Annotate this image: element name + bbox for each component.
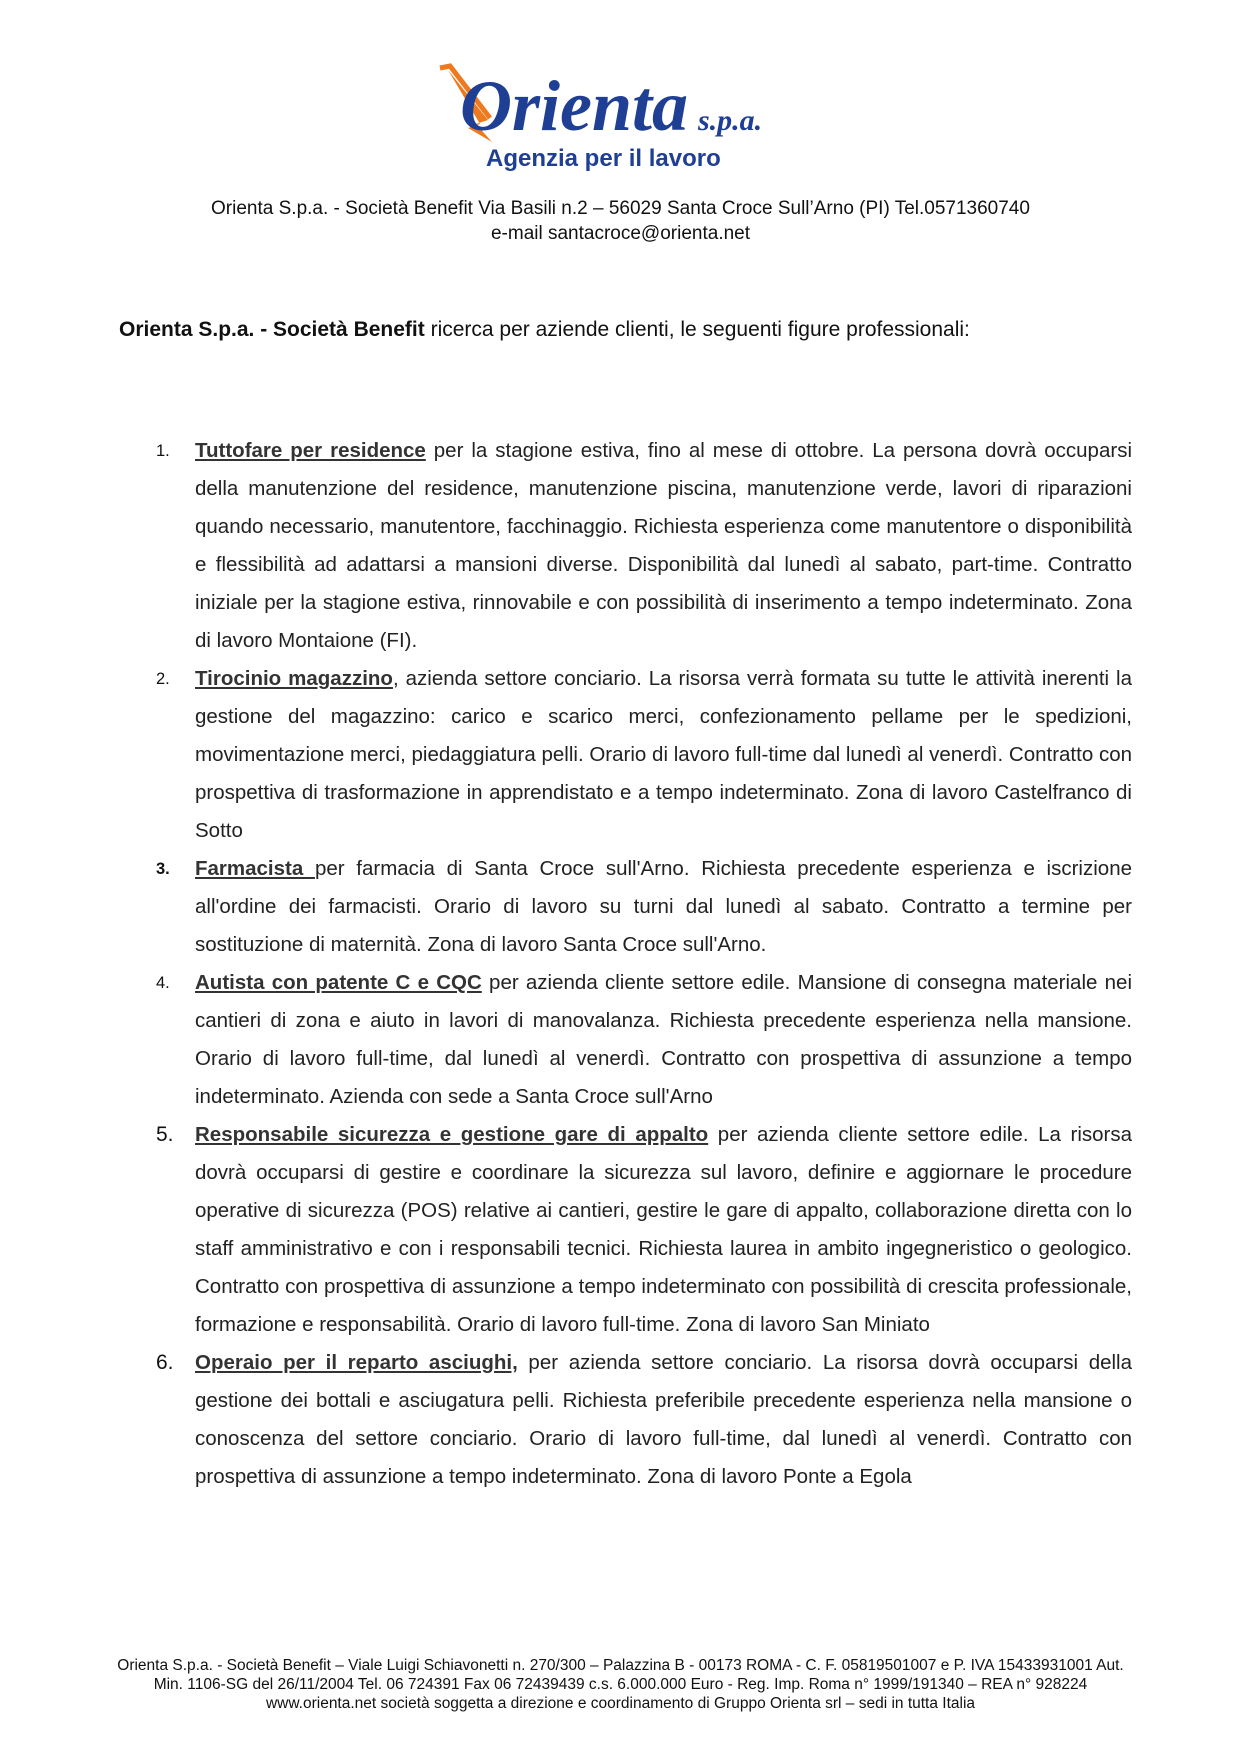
job-title: Responsabile sicurezza e gestione gare di appalto	[195, 1123, 709, 1146]
job-description: per farmacia di Santa Croce sull'Arno. Richiesta precedente esperienza e iscrizione all'ordine dei farmacisti. Orario di lavoro su turni dal lunedì al sabato. Contratto a termine per sostituzione di maternità. Zona di lavoro Santa Croce sull'Arno.	[195, 857, 1132, 956]
job-item-6	[138, 1344, 1132, 1496]
job-number: 1.	[156, 442, 170, 460]
job-title: Tirocinio magazzino	[195, 667, 393, 690]
header-address-line: Orienta S.p.a. - Società Benefit Via Basili n.2 – 56029 Santa Croce Sull’Arno (PI) Tel.0571360740	[211, 198, 1030, 219]
legal-footer	[0, 1656, 1241, 1713]
job-number: 3.	[156, 860, 170, 878]
orienta-logo-graphic	[430, 58, 820, 173]
intro-company-name: Orienta S.p.a. - Società Benefit	[119, 318, 425, 341]
job-item-3	[138, 850, 1132, 964]
job-list	[138, 432, 1132, 1496]
footer-line-2: Min. 1106-SG del 26/11/2004 Tel. 06 724391 Fax 06 72439439 c.s. 6.000.000 Euro - Reg. Imp. Roma n° 1999/191340 – REA n° 928224	[153, 1676, 1088, 1693]
job-title: Farmacista	[195, 857, 315, 880]
header-email-line: e-mail santacroce@orienta.net	[490, 223, 751, 244]
job-item-5	[138, 1116, 1132, 1344]
job-description: , azienda settore conciario. La risorsa verrà formata su tutte le attività inerenti la gestione del magazzino: carico e scarico merci, confezionamento pellame per le spedizioni, movimentazione merci, piedaggiatura pelli. Orario di lavoro full-time dal lunedì al venerdì. Contratto con prospettiva di trasformazione in apprendistato e a tempo indeterminato. Zona di lavoro Castelfranco di Sotto	[195, 667, 1132, 842]
intro-text: ricerca per aziende clienti, le seguenti figure professionali:	[424, 318, 970, 341]
job-description: per azienda cliente settore edile. La risorsa dovrà occuparsi di gestire e coordinare la sicurezza sul lavoro, definire e aggiornare le procedure operative di sicurezza (POS) relative ai cantieri, gestire le gare di appalto, collaborazione diretta con lo staff amministrativo e con i responsabili tecnici. Richiesta laurea in ambito ingegneristico o geologico. Contratto con prospettiva di assunzione a tempo indeterminato con possibilità di crescita professionale, formazione e responsabilità. Orario di lavoro full-time. Zona di lavoro San Miniato	[195, 1123, 1133, 1336]
job-number: 4.	[156, 974, 170, 992]
job-description: per azienda cliente settore edile. Mansione di consegna materiale nei cantieri di zona e aiuto in lavori di manovalanza. Richiesta precedente esperienza nella mansione. Orario di lavoro full-time, dal lunedì al venerdì. Contratto con prospettiva di assunzione a tempo indeterminato. Azienda con sede a Santa Croce sull'Arno	[195, 971, 1133, 1108]
company-logo	[430, 58, 820, 173]
job-item-2	[138, 660, 1132, 850]
footer-line-1: Orienta S.p.a. - Società Benefit – Viale Luigi Schiavonetti n. 270/300 – Palazzina B - 00173 ROMA - C. F. 05819501007 e P. IVA 15433931001 Aut.	[117, 1657, 1124, 1674]
job-description: per azienda settore conciario. La risorsa dovrà occuparsi della gestione dei bottali e asciugatura pelli. Richiesta preferibile precedente esperienza nella mansione o conoscenza del settore conciario. Orario di lavoro full-time, dal lunedì al venerdì. Contratto con prospettiva di assunzione a tempo indeterminato. Zona di lavoro Ponte a Egola	[195, 1351, 1133, 1488]
logo-tagline: Agenzia per il lavoro	[486, 145, 721, 172]
company-contact-header	[0, 196, 1241, 246]
job-description: per la stagione estiva, fino al mese di ottobre. La persona dovrà occuparsi della manutenzione del residence, manutenzione piscina, manutenzione verde, lavori di riparazioni quando necessario, manutentore, facchinaggio. Richiesta esperienza come manutentore o disponibilità e flessibilità ad adattarsi a mansioni diverse. Disponibilità dal lunedì al sabato, part-time. Contratto iniziale per la stagione estiva, rinnovabile e con possibilità di inserimento a tempo indeterminato. Zona di lavoro Montaione (FI).	[195, 439, 1132, 652]
job-number: 6.	[156, 1351, 174, 1374]
job-title: Operaio per il reparto asciughi,	[195, 1351, 518, 1374]
job-title: Tuttofare per residence	[195, 439, 426, 462]
logo-suffix: s.p.a.	[698, 104, 763, 137]
logo-wordmark: Orienta	[460, 66, 689, 146]
footer-line-3: www.orienta.net società soggetta a direzione e coordinamento di Gruppo Orienta srl – sedi in tutta Italia	[265, 1695, 976, 1712]
job-item-1	[138, 432, 1132, 660]
intro-paragraph	[119, 316, 1129, 344]
job-number: 5.	[156, 1123, 174, 1146]
job-item-4	[138, 964, 1132, 1116]
job-title: Autista con patente C e CQC	[195, 971, 482, 994]
job-number: 2.	[156, 670, 170, 688]
